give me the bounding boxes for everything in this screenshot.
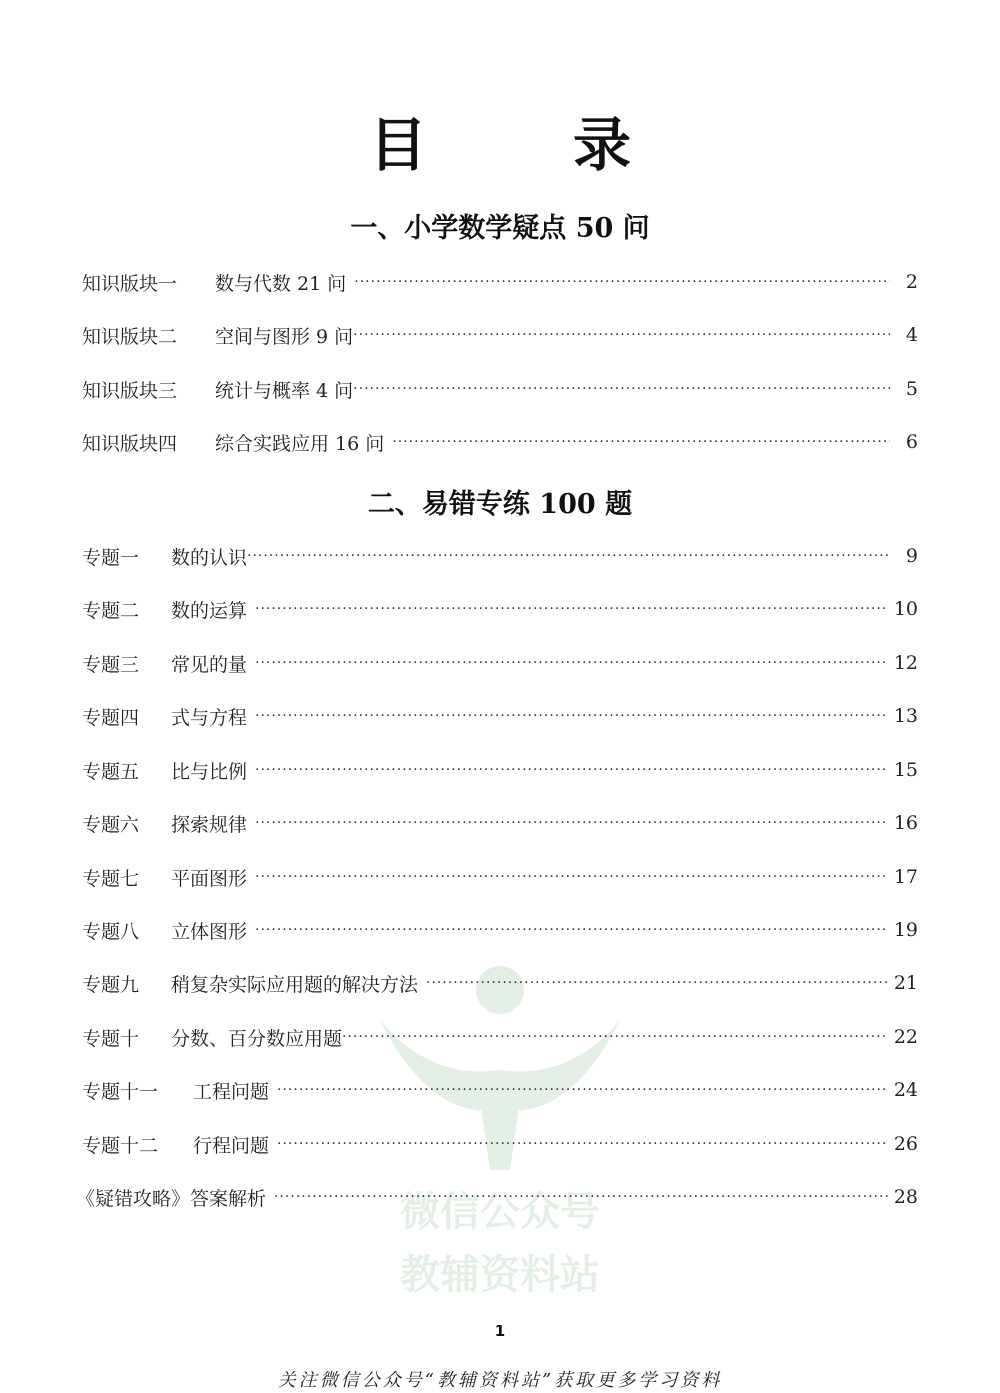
entry-page: 9 — [905, 545, 918, 567]
entry-label: 知识版块一 — [82, 272, 178, 295]
toc-entry[interactable] — [82, 267, 918, 297]
toc-entry[interactable] — [82, 862, 918, 892]
entry-title: 式与方程 — [171, 706, 248, 729]
watermark-line1: 微信公众号 — [400, 1189, 600, 1235]
entry-title: 数与代数 21 问 — [215, 272, 347, 295]
toc-entry[interactable] — [82, 1022, 918, 1052]
entry-label: 专题十一 — [82, 1080, 159, 1103]
entry-label: 专题四 — [82, 706, 140, 729]
entry-page: 6 — [905, 431, 918, 453]
toc-entry[interactable] — [76, 1182, 918, 1212]
entry-title: 工程问题 — [193, 1080, 270, 1103]
leader-dots — [255, 655, 888, 671]
toc-entry[interactable] — [82, 1129, 918, 1159]
entry-label: 专题九 — [82, 973, 140, 996]
footer-note: 关注微信公众号“教辅资料站”获取更多学习资料 — [277, 1370, 723, 1391]
entry-page: 21 — [893, 972, 918, 994]
entry-page: 26 — [893, 1133, 918, 1155]
entry-page: 22 — [893, 1026, 918, 1048]
leader-dots — [277, 1136, 888, 1152]
entry-page: 16 — [893, 812, 918, 834]
leader-dots — [255, 869, 888, 885]
entry-label: 专题一 — [82, 546, 140, 569]
toc-entry[interactable] — [82, 755, 918, 785]
entry-label: 知识版块四 — [82, 432, 178, 455]
entry-title: 数的认识 — [171, 546, 248, 569]
entry-title: 比与比例 — [171, 760, 248, 783]
entry-title: 分数、百分数应用题 — [171, 1027, 343, 1050]
entry-title: 统计与概率 4 问 — [215, 379, 354, 402]
entry-title: 探索规律 — [171, 813, 248, 836]
entry-label: 专题二 — [82, 599, 140, 622]
entry-label: 专题八 — [82, 920, 140, 943]
leader-dots — [255, 601, 888, 617]
entry-page: 15 — [893, 759, 918, 781]
entry-label: 专题五 — [82, 760, 140, 783]
watermark-line2: 教辅资料站 — [400, 1252, 600, 1298]
leader-dots — [255, 708, 888, 724]
toc-entry[interactable] — [82, 808, 918, 838]
toc-entry[interactable] — [82, 648, 918, 678]
leader-dots — [247, 548, 890, 564]
entry-page: 28 — [893, 1186, 918, 1208]
entry-page: 19 — [893, 919, 918, 941]
entry-page: 10 — [893, 598, 918, 620]
entry-label: 专题三 — [82, 653, 140, 676]
leader-dots — [255, 762, 888, 778]
entry-page: 24 — [893, 1079, 918, 1101]
entry-title: 《疑错攻略》答案解析 — [76, 1187, 267, 1210]
entry-title: 行程问题 — [193, 1134, 270, 1157]
toc-entry[interactable] — [82, 427, 918, 457]
leader-dots — [277, 1082, 888, 1098]
entry-page: 17 — [893, 866, 918, 888]
toc-entry[interactable] — [82, 594, 918, 624]
leader-dots — [392, 434, 890, 450]
entry-label: 专题十 — [82, 1027, 140, 1050]
section-heading-2: 二、易错专练 100 题 — [367, 489, 633, 520]
toc-entry[interactable] — [82, 968, 918, 998]
section-heading-1: 一、小学数学疑点 50 问 — [350, 213, 650, 244]
leader-dots — [274, 1189, 888, 1205]
entry-label: 专题六 — [82, 813, 140, 836]
toc-entry[interactable] — [82, 915, 918, 945]
entry-page: 5 — [905, 378, 918, 400]
entry-title: 立体图形 — [171, 920, 248, 943]
toc-entry[interactable] — [82, 374, 918, 404]
toc-entry[interactable] — [82, 320, 918, 350]
entry-title: 稍复杂实际应用题的解决方法 — [171, 973, 419, 996]
leader-dots — [354, 274, 890, 290]
entry-title: 空间与图形 9 问 — [215, 325, 354, 348]
entry-page: 2 — [905, 271, 918, 293]
toc-entry[interactable] — [82, 701, 918, 731]
leader-dots — [353, 327, 890, 343]
leader-dots — [255, 815, 888, 831]
page-title: 目 录 — [368, 111, 675, 179]
entry-label: 知识版块二 — [82, 325, 178, 348]
leader-dots — [426, 975, 888, 991]
entry-page: 13 — [893, 705, 918, 727]
entry-page: 4 — [905, 324, 918, 346]
entry-title: 平面图形 — [171, 867, 248, 890]
leader-dots — [342, 1029, 888, 1045]
entry-title: 数的运算 — [171, 599, 248, 622]
entry-title: 常见的量 — [171, 653, 248, 676]
toc-entry[interactable] — [82, 1075, 918, 1105]
entry-label: 知识版块三 — [82, 379, 178, 402]
entry-label: 专题七 — [82, 867, 140, 890]
entry-title: 综合实践应用 16 问 — [215, 432, 385, 455]
entry-page: 12 — [893, 652, 918, 674]
leader-dots — [255, 922, 888, 938]
toc-entry[interactable] — [82, 541, 918, 571]
entry-label: 专题十二 — [82, 1134, 159, 1157]
leader-dots — [353, 381, 890, 397]
page-number: 1 — [494, 1322, 506, 1340]
